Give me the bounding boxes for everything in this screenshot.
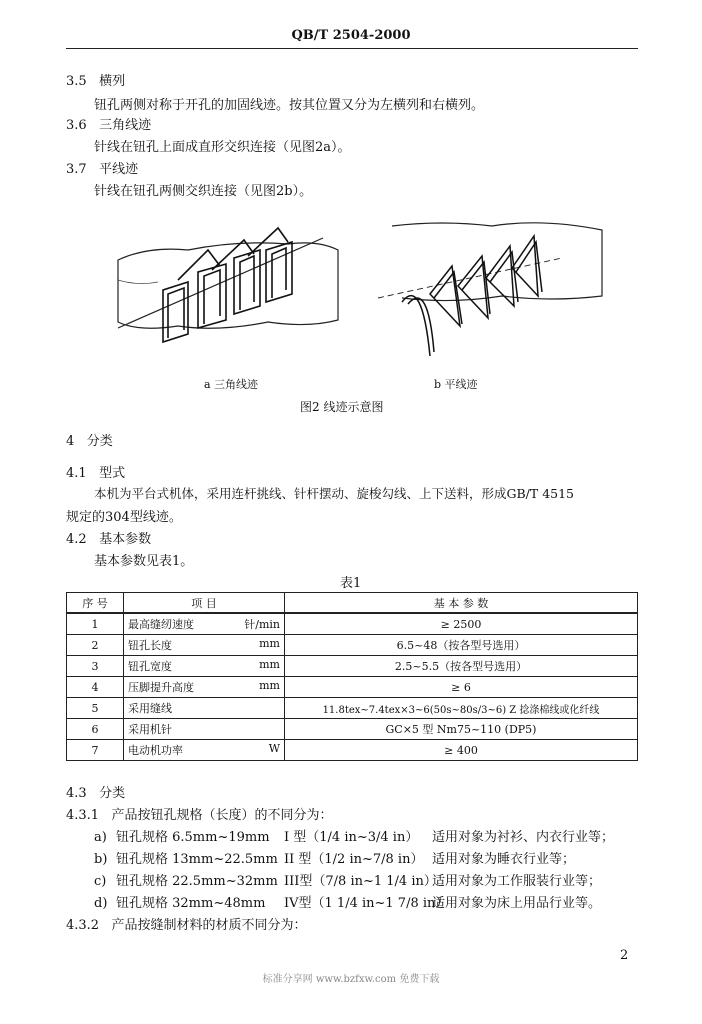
header-value: 基 本 参 数 [285, 593, 638, 614]
row-value: ≥ 2500 [285, 613, 638, 635]
row-item [124, 740, 285, 761]
section-4-1-heading [66, 462, 125, 481]
figure-2b-caption: b 平线迹 [434, 378, 478, 391]
list-label: c) [94, 874, 107, 889]
section-title: 产品按缝制材料的材质不同分为： [111, 918, 307, 933]
list-label: b) [94, 852, 108, 867]
section-number: 3.5 [66, 74, 87, 89]
row-unit: mm [259, 658, 280, 671]
section-title: 横列 [99, 74, 126, 89]
row-index: 7 [67, 740, 124, 761]
section-number: 4.3.1 [66, 808, 100, 823]
row-value: ≥ 400 [285, 740, 638, 761]
section-number: 4 [66, 434, 75, 449]
row-index: 4 [67, 677, 124, 698]
row-unit: W [268, 742, 280, 755]
header-rule [66, 48, 638, 49]
section-3-6-body: 针线在钮孔上面成直形交织连接（见图2a）。 [94, 140, 351, 155]
table-row [67, 677, 638, 698]
section-title: 产品按钮孔规格（长度）的不同分为： [111, 808, 333, 823]
header-item: 项 目 [124, 593, 285, 614]
standard-header: QB/T 2504-2000 [291, 28, 411, 43]
list-type: III型（7/8 in~1 1/4 in） [284, 874, 437, 889]
section-title: 平线迹 [99, 162, 139, 177]
section-number: 4.2 [66, 532, 87, 547]
list-type: IV型（1 1/4 in~1 7/8 in） [284, 896, 449, 911]
row-item-label: 压脚提升高度 [128, 681, 194, 694]
section-title: 三角线迹 [99, 118, 152, 133]
row-index: 3 [67, 656, 124, 677]
list-item [94, 826, 614, 845]
basic-parameters-table [66, 592, 638, 761]
section-3-7-body: 针线在钮孔两侧交织连接（见图2b）。 [94, 184, 313, 199]
row-index: 1 [67, 613, 124, 635]
figure-2b-flat-stitch-illustration [372, 206, 622, 372]
row-value: 6.5~48（按各型号选用） [285, 635, 638, 656]
section-number: 4.3 [66, 786, 87, 801]
row-item [124, 656, 285, 677]
figure-2a-caption: a 三角线迹 [204, 378, 259, 391]
row-item [124, 698, 285, 719]
row-item [124, 677, 285, 698]
list-spec: 钮孔规格 22.5mm~32mm [116, 874, 278, 889]
section-number: 3.7 [66, 162, 87, 177]
watermark-text: 标准分享网 www.bzfxw.com 免费下载 [262, 974, 440, 985]
list-type: I 型（1/4 in~3/4 in） [284, 830, 419, 845]
table-row [67, 740, 638, 761]
list-spec: 钮孔规格 13mm~22.5mm [116, 852, 278, 867]
table-row [67, 698, 638, 719]
section-4-2-heading [66, 528, 151, 547]
list-item [94, 870, 601, 889]
list-use: 适用对象为衬衫、内衣行业等； [432, 830, 615, 845]
row-item [124, 719, 285, 740]
list-item [94, 848, 575, 867]
table-1-caption: 表1 [340, 576, 362, 591]
section-title: 分类 [99, 786, 126, 801]
section-4-3-heading [66, 782, 125, 801]
row-index: 5 [67, 698, 124, 719]
row-index: 2 [67, 635, 124, 656]
section-title: 型式 [99, 466, 126, 481]
section-4-heading [66, 430, 113, 449]
table-row [67, 719, 638, 740]
row-unit: mm [259, 679, 280, 692]
row-item [124, 613, 285, 635]
list-spec: 钮孔规格 32mm~48mm [116, 896, 266, 911]
table-row [67, 656, 638, 677]
section-4-3-1-heading [66, 804, 333, 823]
row-item-label: 钮孔宽度 [128, 660, 172, 673]
figure-2-title: 图2 线迹示意图 [300, 400, 384, 414]
row-unit: mm [259, 637, 280, 650]
table-row [67, 613, 638, 635]
row-value: GC×5 型 Nm75~110 (DP5) [285, 719, 638, 740]
row-item-label: 最高缝纫速度 [128, 618, 194, 631]
row-item-label: 钮孔长度 [128, 639, 172, 652]
row-unit: 针/min [244, 618, 280, 631]
section-3-5-heading [66, 70, 125, 89]
section-4-1-body-line1: 本机为平台式机体，采用连杆挑线、针杆摆动、旋梭勾线、上下送料，形成GB/T 4515 [94, 486, 575, 501]
section-3-7-heading [66, 158, 138, 177]
list-use: 适用对象为睡衣行业等； [432, 852, 576, 867]
list-item [94, 892, 601, 911]
section-title: 分类 [86, 434, 113, 449]
section-number: 3.6 [66, 118, 87, 133]
page-number: 2 [620, 948, 629, 963]
figure-2a-triangle-stitch-illustration [108, 210, 348, 370]
row-value: ≥ 6 [285, 677, 638, 698]
list-label: a) [94, 830, 107, 845]
row-index: 6 [67, 719, 124, 740]
list-use: 适用对象为床上用品行业等。 [432, 896, 602, 911]
section-4-3-2-heading [66, 914, 307, 933]
row-item-label: 采用机针 [128, 723, 172, 736]
table-header-row [67, 593, 638, 614]
header-index: 序 号 [67, 593, 124, 614]
list-label: d) [94, 896, 108, 911]
row-item-label: 电动机功率 [128, 744, 183, 757]
table-row [67, 635, 638, 656]
list-type: II 型（1/2 in~7/8 in） [284, 852, 424, 867]
row-item-label: 采用缝线 [128, 702, 172, 715]
row-value: 2.5~5.5（按各型号选用） [285, 656, 638, 677]
list-spec: 钮孔规格 6.5mm~19mm [116, 830, 270, 845]
row-item [124, 635, 285, 656]
row-value: 11.8tex~7.4tex×3~6(50s~80s/3~6) Z 捻涤棉线或化纤线 [285, 698, 638, 719]
section-3-5-body: 钮孔两侧对称于开孔的加固线迹。按其位置又分为左横列和右横列。 [94, 98, 485, 113]
section-4-2-body: 基本参数见表1。 [94, 554, 194, 569]
section-3-6-heading [66, 114, 151, 133]
section-number: 4.1 [66, 466, 87, 481]
section-4-1-body-line2: 规定的304型线迹。 [66, 510, 182, 525]
list-use: 适用对象为工作服装行业等； [432, 874, 602, 889]
section-title: 基本参数 [99, 532, 152, 547]
section-number: 4.3.2 [66, 918, 100, 933]
